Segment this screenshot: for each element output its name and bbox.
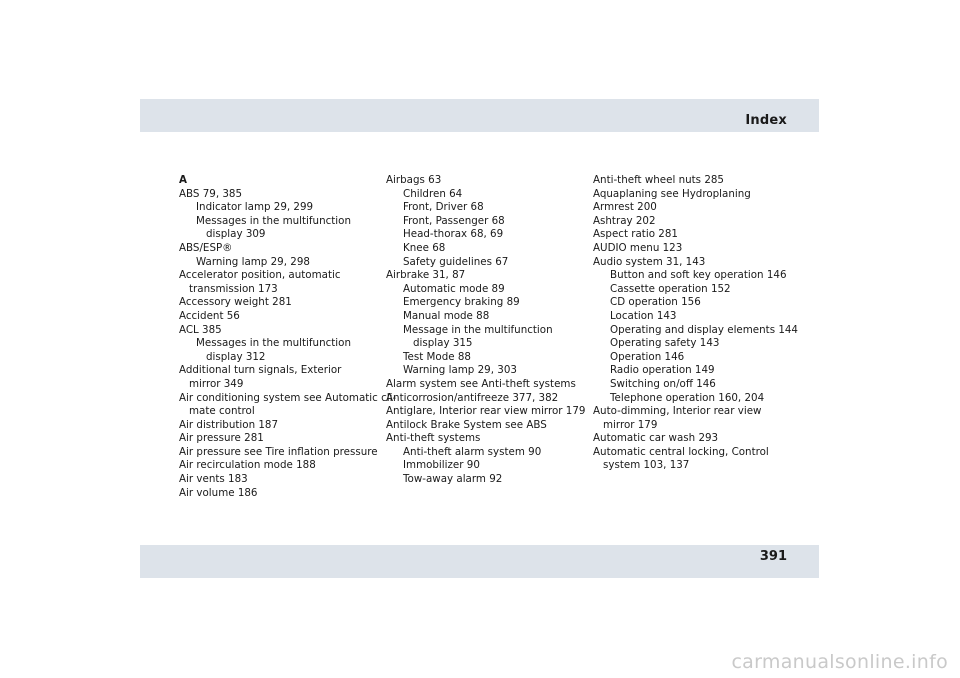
index-entry: Warning lamp 29, 303	[403, 364, 517, 377]
page-number: 391	[759, 549, 787, 564]
index-entry: mate control	[189, 405, 255, 418]
index-entry: Accelerator position, automatic	[179, 269, 341, 282]
index-entry: Air pressure 281	[179, 432, 264, 445]
index-entry: Operation 146	[610, 350, 685, 363]
index-entry: Message in the multifunction	[403, 323, 553, 336]
index-entry: CD operation 156	[610, 296, 701, 309]
index-entry: Auto-dimming, Interior rear view	[593, 405, 762, 418]
index-entry: Air conditioning system see Automatic cli-	[179, 391, 397, 404]
index-entry: Head-thorax 68, 69	[403, 228, 504, 241]
index-entry: Test Mode 88	[403, 350, 471, 363]
index-entry: Button and soft key operation 146	[610, 269, 787, 282]
index-entry: display 315	[413, 337, 473, 350]
index-column-1	[179, 174, 397, 500]
index-entry: Air vents 183	[179, 473, 248, 486]
index-entry: AUDIO menu 123	[593, 241, 683, 254]
index-entry: display 312	[206, 350, 266, 363]
page-title: Index	[745, 113, 787, 128]
footer-band	[140, 545, 819, 578]
index-entry: ABS/ESP®	[179, 241, 233, 254]
index-entry: Airbrake 31, 87	[386, 269, 466, 282]
index-entry: Accessory weight 281	[179, 296, 292, 309]
index-entry: Automatic mode 89	[403, 282, 505, 295]
index-entry: Airbags 63	[386, 174, 442, 186]
index-entry: Anti-theft wheel nuts 285	[593, 174, 724, 186]
index-entry: Air pressure see Tire inflation pressure	[179, 445, 378, 458]
index-section-letter: A	[179, 174, 187, 186]
index-entry: Operating and display elements 144	[610, 323, 798, 336]
index-entry: Tow-away alarm 92	[403, 473, 503, 486]
index-entry: Air volume 186	[179, 486, 258, 499]
index-entry: Knee 68	[403, 241, 446, 254]
index-entry: ACL 385	[179, 323, 222, 336]
index-entry: Indicator lamp 29, 299	[196, 201, 314, 214]
index-entry: Messages in the multifunction	[196, 214, 351, 227]
index-entry: transmission 173	[189, 282, 278, 295]
index-entry: Emergency braking 89	[403, 296, 520, 309]
index-column-2	[386, 174, 591, 487]
index-entry: Immobilizer 90	[403, 459, 480, 472]
index-entry: display 309	[206, 228, 266, 241]
index-entry: Anti-theft alarm system 90	[403, 445, 542, 458]
index-entry: Front, Driver 68	[403, 201, 484, 214]
index-entry: Cassette operation 152	[610, 282, 731, 295]
index-entry: Operating safety 143	[610, 337, 720, 350]
index-entry: Additional turn signals, Exterior	[179, 364, 342, 377]
index-entry: Children 64	[403, 187, 463, 200]
index-entry: Automatic central locking, Control	[593, 445, 769, 458]
index-entry: ABS 79, 385	[179, 187, 243, 200]
index-entry: Telephone operation 160, 204	[610, 391, 765, 404]
index-entry: Antiglare, Interior rear view mirror 179	[386, 405, 586, 418]
index-entry: Alarm system see Anti-theft systems	[386, 377, 576, 390]
index-entry: Manual mode 88	[403, 309, 490, 322]
watermark: carmanualsonline.info	[731, 651, 948, 673]
index-entry: mirror 179	[603, 418, 658, 431]
index-entry: Location 143	[610, 309, 677, 322]
index-entry: Armrest 200	[593, 201, 657, 214]
index-entry: Anti-theft systems	[386, 432, 481, 445]
index-column-3	[593, 174, 798, 473]
index-entry: Front, Passenger 68	[403, 214, 505, 227]
index-entry: system 103, 137	[603, 459, 690, 472]
index-entry: Accident 56	[179, 309, 240, 322]
header-band	[140, 99, 819, 132]
index-entry: Automatic car wash 293	[593, 432, 719, 445]
index-entry: Messages in the multifunction	[196, 337, 351, 350]
index-entry: Antilock Brake System see ABS	[386, 418, 547, 431]
index-entry: Ashtray 202	[593, 214, 656, 227]
index-entry: Warning lamp 29, 298	[196, 255, 310, 268]
index-entry: Aspect ratio 281	[593, 228, 678, 241]
index-entry: Radio operation 149	[610, 364, 715, 377]
index-entry: mirror 349	[189, 377, 244, 390]
index-entry: Air distribution 187	[179, 418, 279, 431]
index-entry: Switching on/off 146	[610, 377, 716, 390]
index-entry: Safety guidelines 67	[403, 255, 509, 268]
index-entry: Aquaplaning see Hydroplaning	[593, 187, 751, 200]
index-entry: Anticorrosion/antifreeze 377, 382	[386, 391, 559, 404]
index-entry: Air recirculation mode 188	[179, 459, 316, 472]
index-entry: Audio system 31, 143	[593, 255, 706, 268]
